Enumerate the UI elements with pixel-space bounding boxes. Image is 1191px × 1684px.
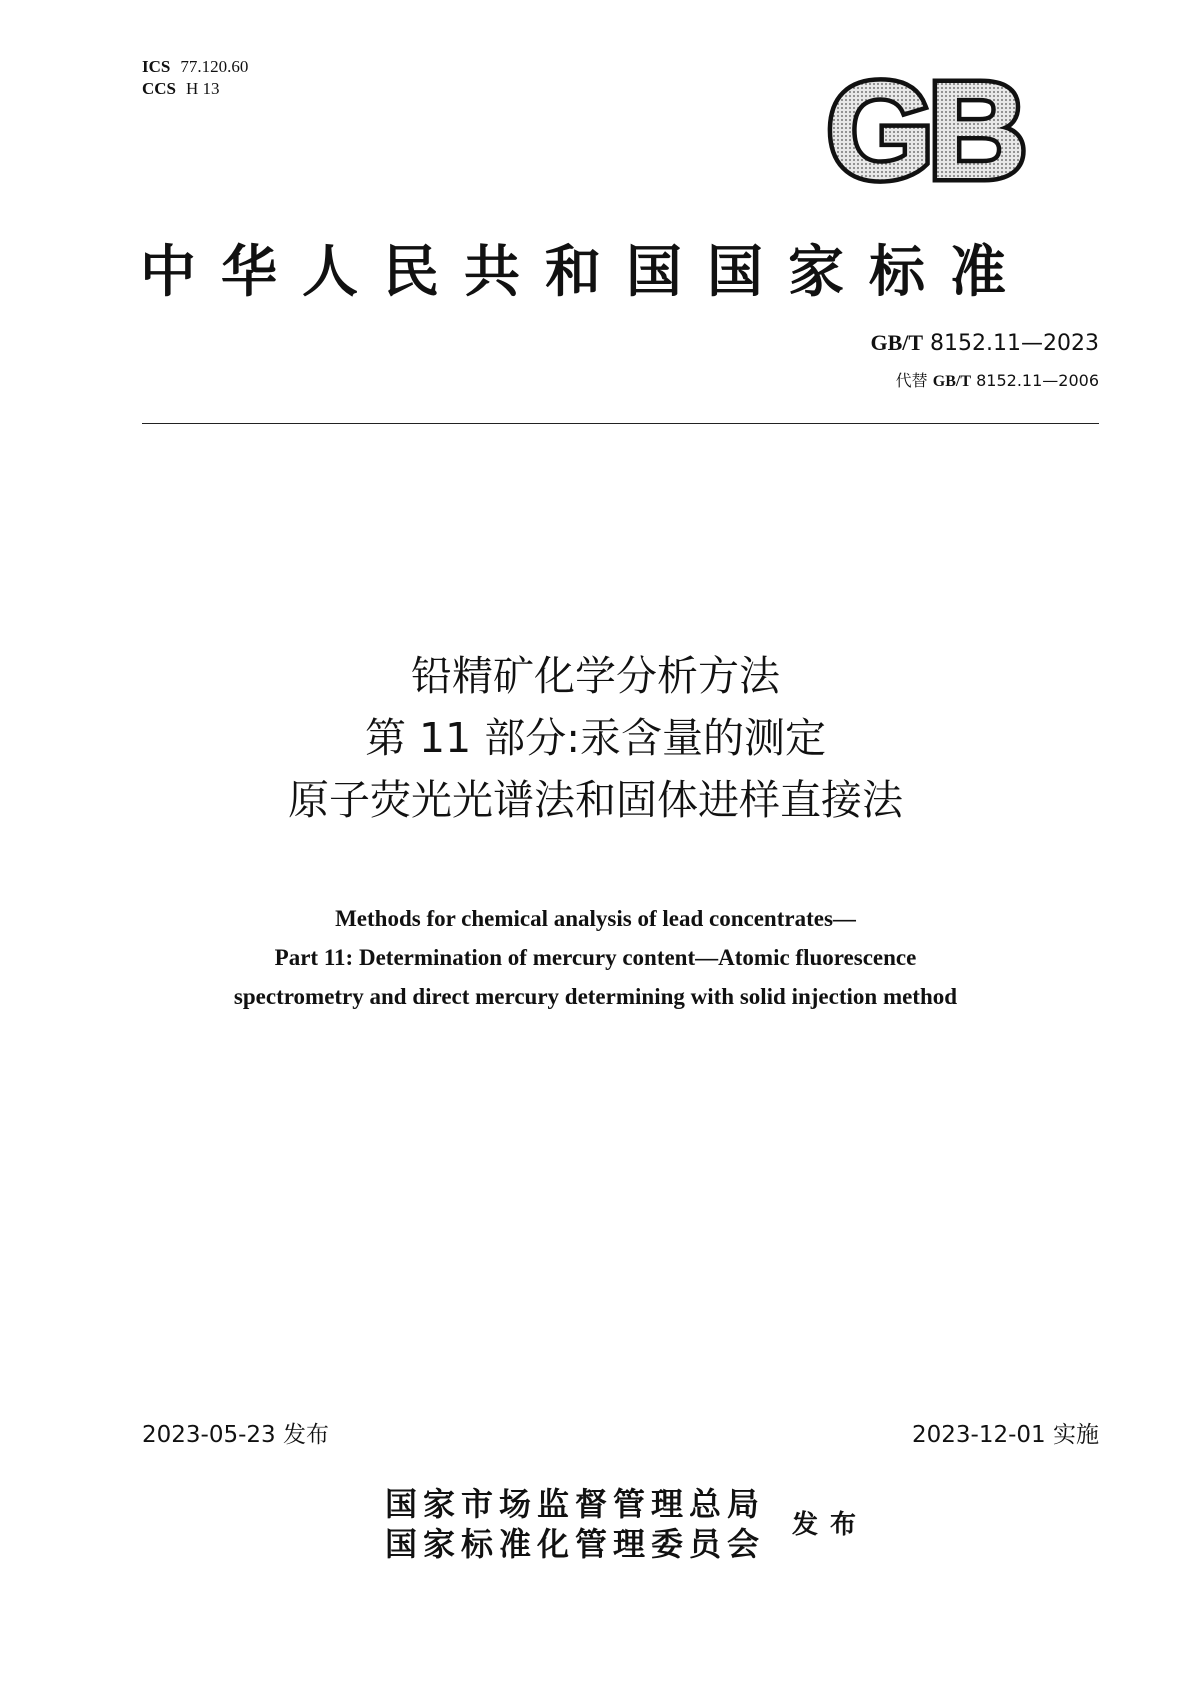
chinese-title <box>0 645 1191 831</box>
standard-number: GB/T 8152.11—2023 <box>870 330 1099 356</box>
header-divider <box>142 423 1099 424</box>
issuer-name: 国家标准化管理委员会 <box>385 1525 766 1563</box>
implementation-date: 2023-12-01 实施 <box>912 1422 1099 1448</box>
national-standard-title: 中华人民共和国国家标准 <box>140 239 1031 305</box>
english-title-line: Part 11: Determination of mercury content—Atomic fluorescence <box>274 945 917 970</box>
english-title <box>0 899 1191 1016</box>
chinese-title-line: 铅精矿化学分析方法 <box>411 652 780 700</box>
issue-date: 2023-05-23 发布 <box>142 1422 329 1448</box>
english-title-line: spectrometry and direct mercury determining with solid injection method <box>233 984 958 1009</box>
ics-code: ICS 77.120.60 <box>142 57 249 76</box>
issue-label: 发布 <box>792 1510 869 1540</box>
classification-codes <box>142 56 248 100</box>
gb-logo-text: GB <box>826 70 1022 190</box>
chinese-title-line: 原子荧光光谱法和固体进样直接法 <box>288 776 903 824</box>
english-title-line: Methods for chemical analysis of lead concentrates— <box>335 906 856 931</box>
chinese-title-line: 第 11 部分:汞含量的测定 <box>364 714 827 762</box>
issuer-name: 国家市场监督管理总局 <box>385 1485 766 1523</box>
issuing-authorities <box>385 1484 765 1564</box>
replaces-standard: 代替 GB/T 8152.11—2006 <box>895 371 1099 390</box>
gb-logo <box>808 70 1040 190</box>
ccs-code: CCS H 13 <box>142 79 220 98</box>
